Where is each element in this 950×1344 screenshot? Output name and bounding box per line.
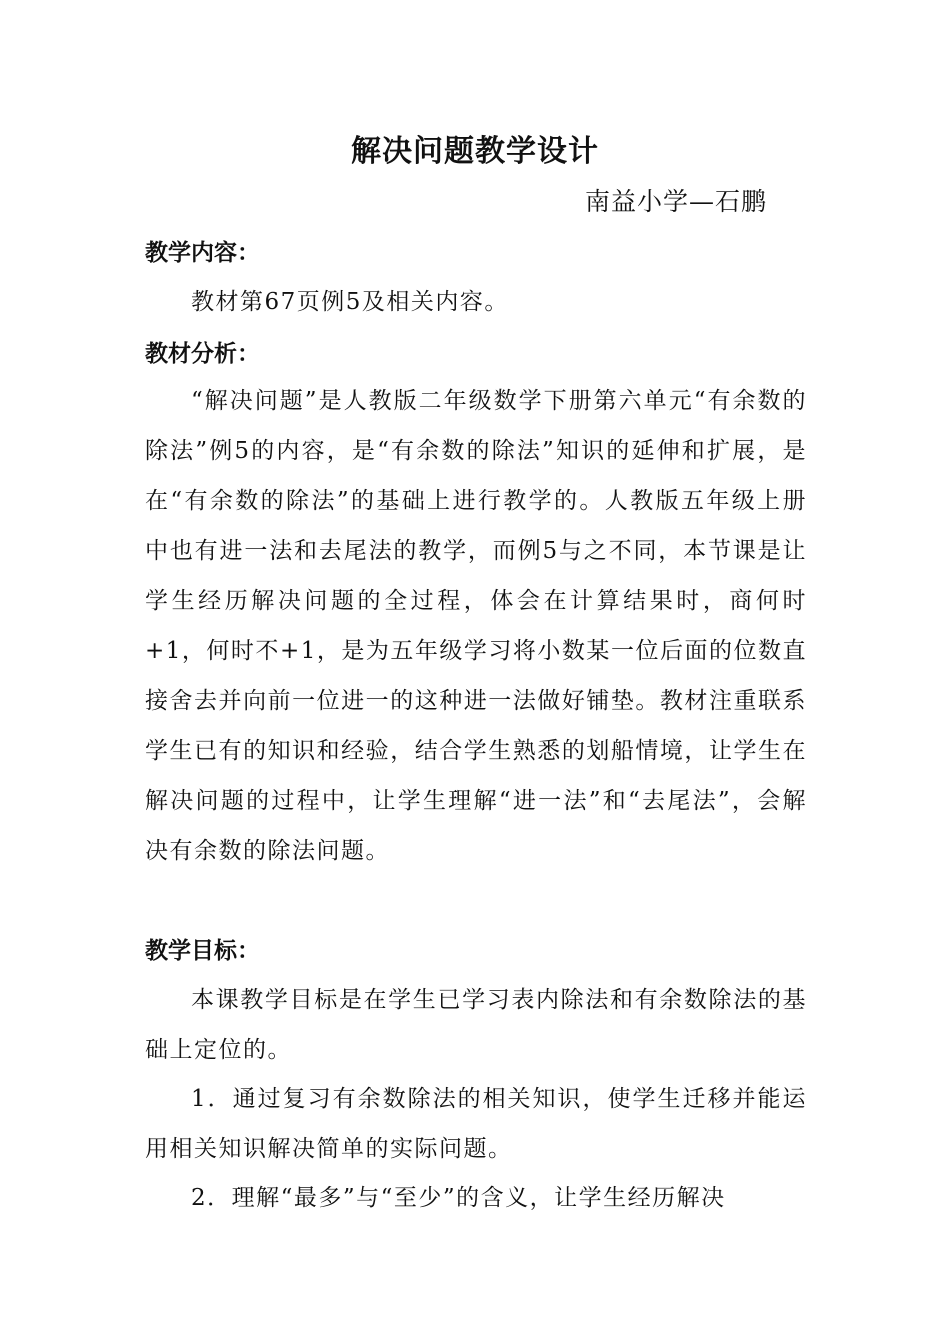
heading-teaching-goals: 教学目标： bbox=[145, 937, 260, 964]
material-analysis-paragraph: “解决问题”是人教版二年级数学下册第六单元“有余数的除法”例5的内容，是“有余数的除法”知识的延伸和扩展，是在“有余数的除法”的基础上进行教学的。人教版五年级上册中也有进一法和去尾法的教学，而例5与之不同，本节课是让学生经历解决问题的全过程，体会在计算结果时，商何时+1，何时不+1，是为五年级学习将小数某一位后面的位数直接舍去并向前一位进一的这种进一法做好铺垫。教材注重联系学生已有的知识和经验，结合学生熟悉的划船情境，让学生在解决问题的过程中，让学生理解“进一法”和“去尾法”，会解决有余数的除法问题。 bbox=[145, 388, 807, 864]
teaching-goal-item-1: 1．通过复习有余数除法的相关知识，使学生迁移并能运用相关知识解决简单的实际问题。 bbox=[145, 1086, 807, 1162]
author-line: 南益小学—石鹏 bbox=[585, 187, 768, 216]
document-title: 解决问题教学设计 bbox=[351, 134, 599, 169]
heading-material-analysis: 教材分析： bbox=[145, 340, 260, 367]
teaching-goal-item-2: 2．理解“最多”与“至少”的含义，让学生经历解决 bbox=[191, 1185, 726, 1211]
teaching-content-paragraph: 教材第67页例5及相关内容。 bbox=[191, 289, 509, 315]
heading-teaching-content: 教学内容： bbox=[145, 239, 260, 266]
teaching-goals-intro-paragraph: 本课教学目标是在学生已学习表内除法和有余数除法的基础上定位的。 bbox=[145, 987, 807, 1063]
